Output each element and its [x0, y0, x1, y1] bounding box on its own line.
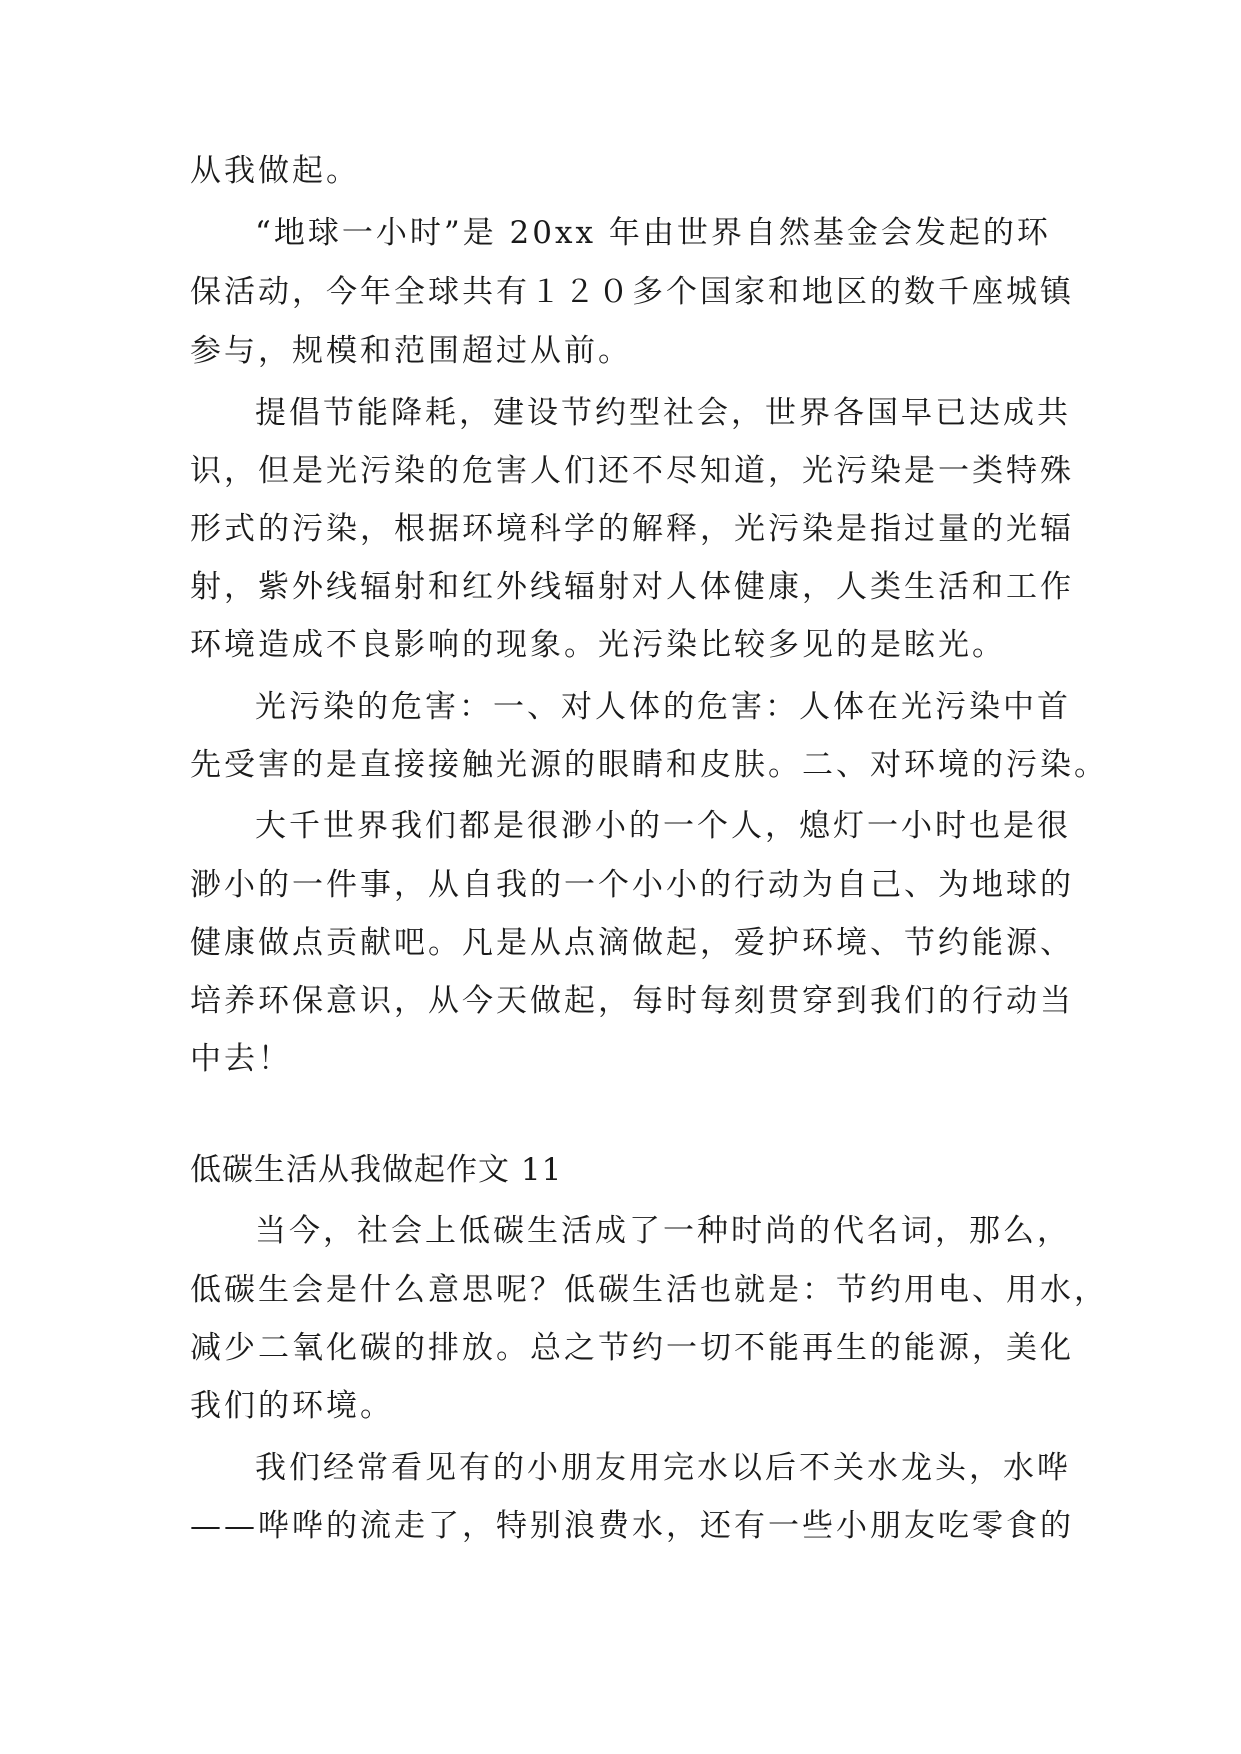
text-line: 培养环保意识，从今天做起，每时每刻贯穿到我们的行动当 [190, 983, 1074, 1019]
text-line: 从我做起。 [190, 153, 360, 189]
paragraph-first-line: “地球一小时”是 20xx 年由世界自然基金会发起的环 [255, 215, 1051, 251]
text-line: 我们的环境。 [190, 1388, 394, 1424]
text-line: 形式的污染，根据环境科学的解释，光污染是指过量的光辐 [190, 511, 1074, 547]
text-line: 低碳生会是什么意思呢？低碳生活也就是：节约用电、用水， [190, 1272, 1108, 1308]
text-line: 保活动，今年全球共有１２０多个国家和地区的数千座城镇 [190, 274, 1074, 310]
text-line: 渺小的一件事，从自我的一个小小的行动为自己、为地球的 [190, 867, 1074, 903]
paragraph-first-line: 我们经常看见有的小朋友用完水以后不关水龙头，水哗 [255, 1450, 1071, 1486]
text-line: 环境造成不良影响的现象。光污染比较多见的是眩光。 [190, 627, 1006, 663]
text-line: 参与，规模和范围超过从前。 [190, 333, 632, 369]
text-line: 射，紫外线辐射和红外线辐射对人体健康，人类生活和工作 [190, 569, 1074, 605]
text-line: 识，但是光污染的危害人们还不尽知道，光污染是一类特殊 [190, 453, 1074, 489]
text-line: ——哗哗的流走了，特别浪费水，还有一些小朋友吃零食的 [190, 1508, 1074, 1544]
text-line: 减少二氧化碳的排放。总之节约一切不能再生的能源，美化 [190, 1330, 1074, 1366]
paragraph-first-line: 光污染的危害：一、对人体的危害：人体在光污染中首 [255, 689, 1071, 725]
paragraph-first-line: 大千世界我们都是很渺小的一个人，熄灯一小时也是很 [255, 808, 1071, 844]
text-line: 中去！ [190, 1041, 292, 1077]
section-heading: 低碳生活从我做起作文 11 [190, 1152, 563, 1188]
paragraph-first-line: 提倡节能降耗，建设节约型社会，世界各国早已达成共 [255, 395, 1071, 431]
text-line: 健康做点贡献吧。凡是从点滴做起，爱护环境、节约能源、 [190, 925, 1074, 961]
text-line: 先受害的是直接接触光源的眼睛和皮肤。二、对环境的污染。 [190, 747, 1108, 783]
paragraph-first-line: 当今，社会上低碳生活成了一种时尚的代名词，那么， [255, 1213, 1071, 1249]
